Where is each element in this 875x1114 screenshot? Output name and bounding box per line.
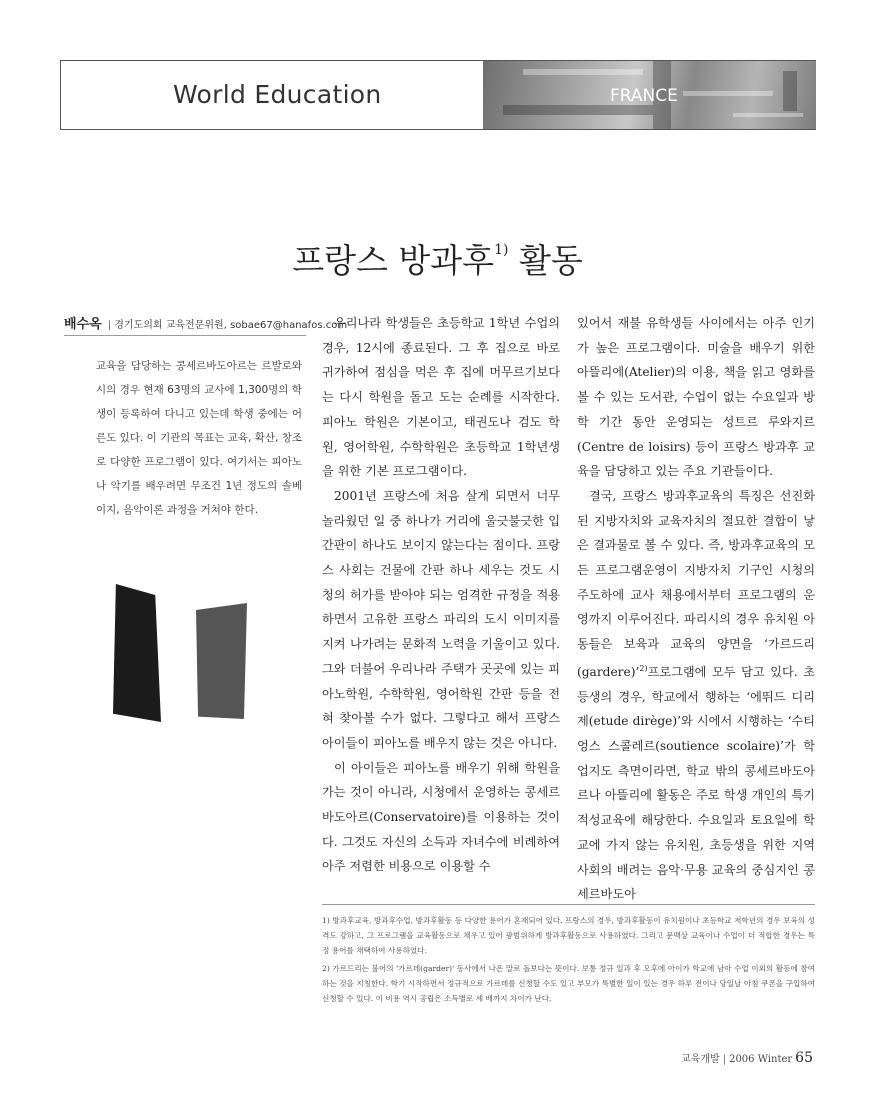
page-number: 65 [795, 1050, 813, 1066]
footnote-divider [322, 904, 815, 905]
author-divider [64, 335, 306, 336]
title-footnote-ref[interactable]: 1) [494, 242, 509, 258]
body-text: 결국, 프랑스 방과후교육의 특징은 선진화된 지방자치와 교육자치의 절묘한 결합이 낳은 결과물로 볼 수 있다. 즉, 방과후교육의 모든 프로그램운영이 지방자치 기구인 시청의 주도하에 교사 채용에서부터 프로그램의 운영까지 이루어진다. 파리시의 경우 유치원 아동들은 보육과 교육의 양면을 ‘가르드리(gardere)’ [577, 488, 815, 679]
author-byline [64, 313, 348, 332]
body-paragraph: 이 아이들은 피아노를 배우기 위해 학원을 가는 것이 아니라, 시청에서 운영하는 콩세르바도아르(Conservatoire)를 이용하는 것이다. 그것도 자신의 소득과 자녀수에 비례하여 아주 저렴한 비용으로 이용할 수 [322, 760, 560, 874]
header-photo-image [483, 61, 816, 129]
article-title-suffix: 활동 [518, 241, 583, 280]
footnote-2: 2) 가르드리는 불어의 '가르데(garder)' 동사에서 나온 말로 돌보다는 뜻이다. 보통 정규 일과 후 오후에 아이가 학교에 남아 수업 이외의 활동에 참여하는 것을 지칭한다. 학기 시작하면서 정규적으로 가르데를 신청할 수도 있고 부모가 특별한 일이 있는 경우 하루 전이나 당일날 아침 쿠폰을 구입하여 신청할 수 있다. 이 비용 역시 공립은 소득별로 세 배까지 차이가 난다. [322, 964, 815, 1003]
body-text: 프로그램에 모두 담고 있다. 초등생의 경우, 학교에서 행하는 ‘에뛰드 디리제(etude dirège)’와 시에서 시행하는 ‘수티엉스 스콜레르(soutience scolaire)’가 학업지도 측면이라면, 학교 밖의 콩세르바도아르나 아뜰리에 활동은 주로 학생 개인의 특기적성교육에 해당한다. 수요일과 토요일에 학교에 가지 않는 유치원, 초등생을 위한 지역사회의 배려는 음악·무용 교육의 중심지인 콩세르바도아 [577, 664, 815, 902]
author-email[interactable]: sobae67@hanafos.com [230, 320, 348, 331]
footnote-ref-2[interactable]: 2) [639, 663, 648, 673]
body-column-1 [322, 311, 560, 879]
body-paragraph [577, 484, 815, 907]
decorative-dark-shape [113, 584, 161, 722]
body-paragraph: 2001년 프랑스에 처음 살게 되면서 너무 놀라웠던 일 중 하나가 거리에 울긋불긋한 입간판이 하나도 보이지 않는다는 점이다. 프랑스 사회는 건물에 간판 하나 세우는 것도 시청의 허가를 받아야 되는 엄격한 규정을 적용하면서 고유한 프랑스 파리의 도시 이미지를 지켜 나가려는 문화적 노력을 기울이고 있다. 그와 더불어 우리나라 주택가 곳곳에 있는 피아노학원, 수학학원, 영어학원 간판 등을 전혀 찾아볼 수가 없다. 그렇다고 해서 프랑스 아이들이 피아노를 배우지 않는 것은 아니다. [322, 488, 560, 750]
footnote-1: 1) 방과후교육, 방과후수업, 방과후활동 등 다양한 용어가 혼재되어 있다. 프랑스의 경우, 방과후활동이 유치원이나 초등학교 저학년의 경우 보육의 성격도 강하고, 그 프로그램을 교육활동으로 채우고 있어 광범위하게 방과후활동으로 사용하였다. 그리고 문맥상 교육이나 수업이 더 적합한 경우는 특정 용어를 채택하여 사용하였다. [322, 916, 815, 955]
decorative-grey-shape [196, 603, 247, 719]
journal-name: 교육개발 [681, 1054, 720, 1065]
country-label: FRANCE [610, 86, 678, 106]
section-header [60, 60, 816, 130]
author-separator: | [107, 320, 112, 331]
section-title: World Education [173, 80, 382, 109]
author-affiliation: 경기도의회 교육전문위원, [114, 320, 227, 331]
page-footer [681, 1050, 813, 1066]
footer-separator: | [722, 1054, 727, 1065]
body-column-2 [577, 311, 815, 907]
intro-summary: 교육을 담당하는 콩세르바도아르는 르발로와 시의 경우 현재 63명의 교사에 1,300명의 학생이 등록하여 다니고 있는데 학생 중에는 어른도 있다. 이 기관의 목표는 교육, 확산, 창조로 다양한 프로그램이 있다. 여기서는 피아노나 악기를 배우려면 무조건 1년 정도의 솔베이지, 음악이론 과정을 거쳐야 한다. [96, 360, 302, 516]
author-name: 배수옥 [64, 317, 102, 332]
body-paragraph: 있어서 재불 유학생들 사이에서는 아주 인기가 높은 프로그램이다. 미술을 배우기 위한 아뜰리에(Atelier)의 이용, 책을 읽고 영화를 볼 수 있는 도서관, 수업이 없는 수요일과 방학 기간 동안 운영되는 성트르 루와지르(Centre de loisirs) 등이 프랑스 방과후 교육을 담당하고 있는 주요 기관들이다. [577, 316, 815, 479]
issue-label: 2006 Winter [729, 1054, 793, 1065]
article-title [0, 235, 875, 282]
footnotes [322, 913, 815, 1009]
article-title-main: 프랑스 방과후 [292, 241, 495, 280]
body-paragraph: 우리나라 학생들은 초등학교 1학년 수업의 경우, 12시에 종료된다. 그 후 집으로 바로 귀가하여 점심을 먹은 후 집에 머무르기보다는 다시 학원을 돌고 도는 순례를 시작한다. 피아노 학원은 기본이고, 태권도나 검도 학원, 영어학원, 수학학원은 초등학교 1학년생을 위한 기본 프로그램이다. [322, 316, 560, 479]
